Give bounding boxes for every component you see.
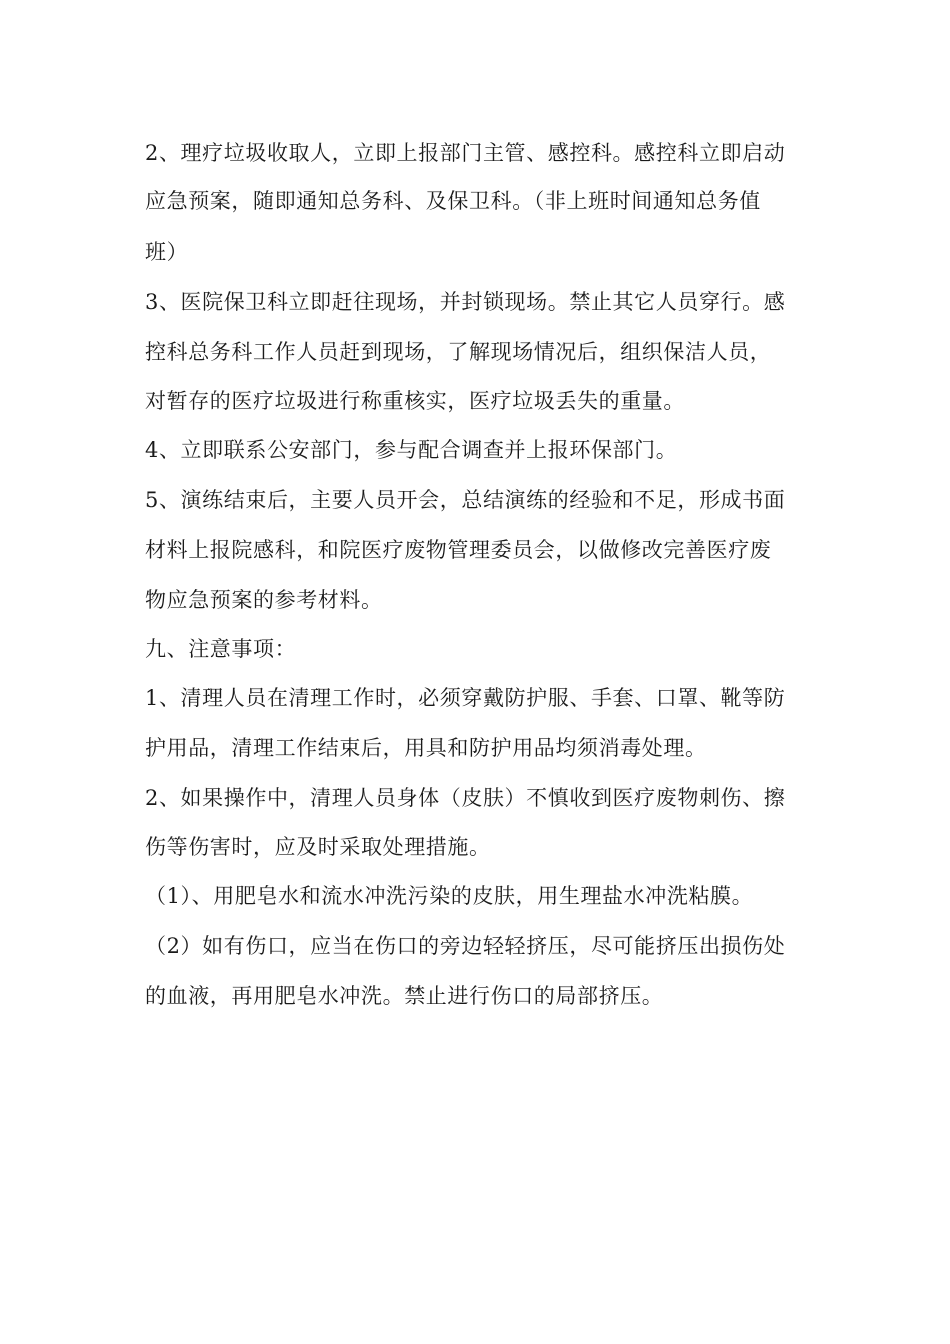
text-line: 班） [145,240,189,264]
section-heading: 九、注意事项： [145,637,297,661]
text-line: 伤等伤害时，应及时采取处理措施。 [145,835,491,859]
text-line: 1、清理人员在清理工作时，必须穿戴防护服、手套、口罩、靴等防 [145,686,786,710]
text-line: 应急预案，随即通知总务科、及保卫科。（非上班时间通知总务值 [145,189,761,213]
text-line: 材料上报院感科，和院医疗废物管理委员会，以做修改完善医疗废 [145,538,772,562]
text-line: 2、理疗垃圾收取人，立即上报部门主管、感控科。感控科立即启动 [145,141,786,165]
text-line: 的血液，再用肥皂水冲洗。禁止进行伤口的局部挤压。 [145,984,664,1008]
text-line: 4、立即联系公安部门，参与配合调查并上报环保部门。 [145,438,678,462]
text-line: （2）如有伤口，应当在伤口的旁边轻轻挤压，尽可能挤压出损伤处 [145,934,786,958]
text-line: 物应急预案的参考材料。 [145,588,383,612]
text-line: 5、演练结束后，主要人员开会，总结演练的经验和不足，形成书面 [145,488,786,512]
text-line: （1）、用肥皂水和流水冲洗污染的皮肤，用生理盐水冲洗粘膜。 [145,884,754,908]
text-line: 护用品，清理工作结束后，用具和防护用品均须消毒处理。 [145,736,707,760]
text-line: 2、如果操作中，清理人员身体（皮肤）不慎收到医疗废物刺伤、擦 [145,786,786,810]
text-line: 控科总务科工作人员赶到现场，了解现场情况后，组织保洁人员， [145,340,772,364]
text-line: 3、医院保卫科立即赶往现场，并封锁现场。禁止其它人员穿行。感 [145,290,786,314]
text-line: 对暂存的医疗垃圾进行称重核实，医疗垃圾丢失的重量。 [145,389,685,413]
